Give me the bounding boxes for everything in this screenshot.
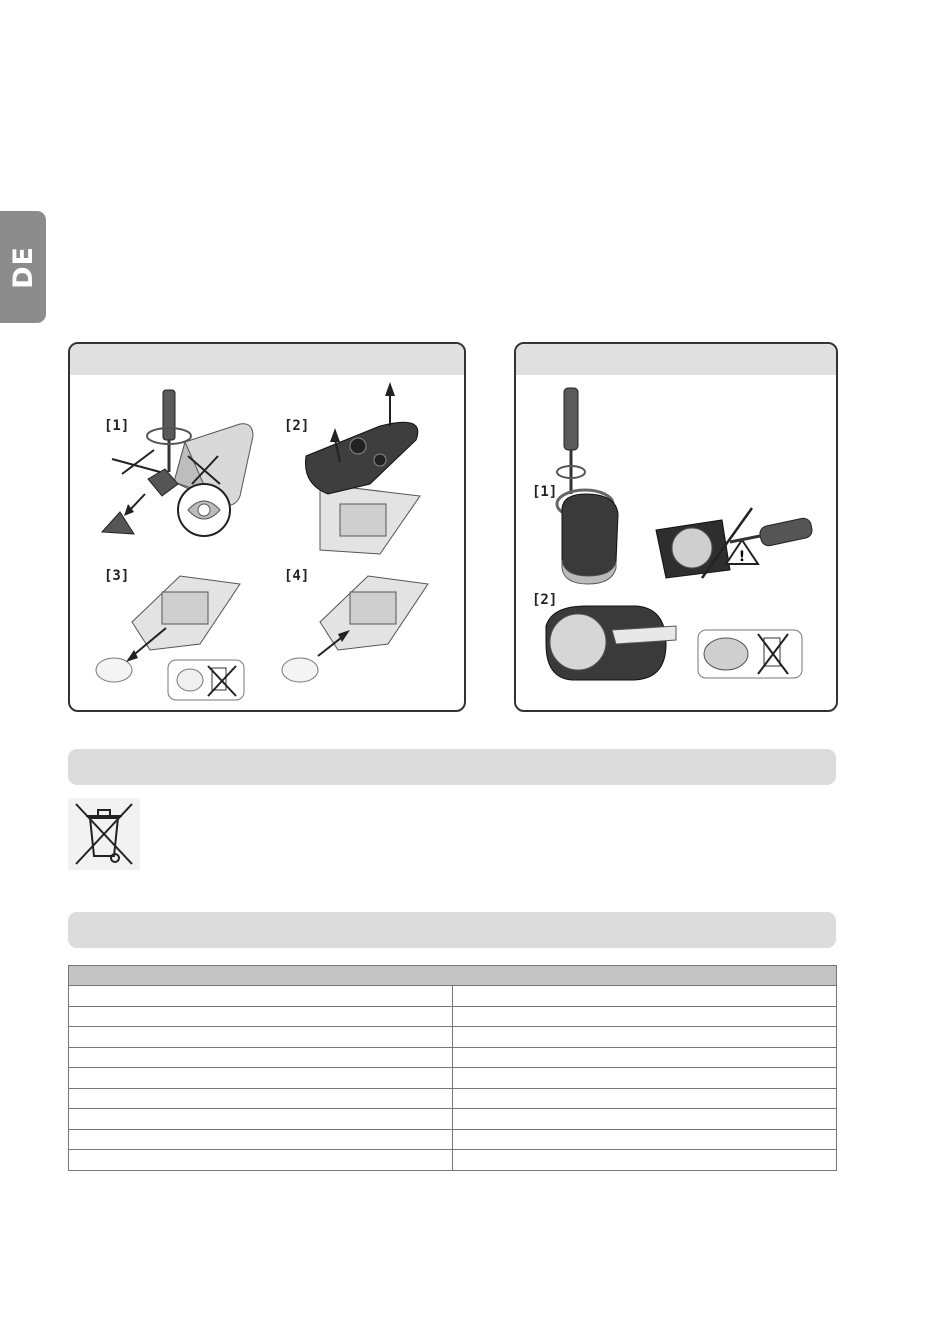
step4-illustration [282, 576, 428, 682]
keyfob-battery-illustration [516, 344, 836, 710]
table-cell-key [69, 1129, 453, 1150]
table-header [69, 966, 837, 986]
table-cell-value [453, 1088, 837, 1109]
step2-illustration [546, 606, 802, 680]
table-cell-key [69, 1150, 453, 1171]
disposal-section-heading [68, 749, 836, 785]
remote-battery-illustration [70, 344, 464, 710]
table-cell-value [453, 986, 837, 1007]
battery-warning-illustration [656, 508, 814, 578]
table-cell-key [69, 1109, 453, 1130]
table-cell-value [453, 1129, 837, 1150]
table-cell-value [453, 1150, 837, 1171]
spec-table [68, 965, 837, 1171]
table-row [69, 986, 837, 1007]
table-cell-value [453, 1006, 837, 1027]
step2-illustration [305, 382, 420, 554]
step-label-1: [1] [532, 484, 558, 500]
step-label-1: [1] [104, 418, 130, 434]
table-row [69, 1027, 837, 1048]
weee-crossed-bin-icon [68, 798, 140, 870]
table-row [69, 1109, 837, 1130]
table-cell-key [69, 1047, 453, 1068]
table-cell-value [453, 1068, 837, 1089]
table-row [69, 1150, 837, 1171]
language-tab-label: DE [7, 245, 39, 289]
battery-replacement-panel-keyfob [514, 342, 838, 712]
table-cell-key [69, 986, 453, 1007]
battery-replacement-panel-remote [68, 342, 466, 712]
svg-text:!: ! [738, 549, 746, 565]
disposal-text [150, 798, 830, 870]
table-cell-key [69, 1027, 453, 1048]
step3-illustration [96, 576, 244, 700]
table-cell-key [69, 1068, 453, 1089]
table-row [69, 1129, 837, 1150]
spec-section-heading [68, 912, 836, 948]
table-cell-key [69, 1006, 453, 1027]
table-row [69, 1088, 837, 1109]
table-cell-value [453, 1047, 837, 1068]
step1-illustration [102, 390, 253, 536]
step-label-2: [2] [284, 418, 310, 434]
step-label-3: [3] [104, 568, 130, 584]
table-cell-key [69, 1088, 453, 1109]
table-row [69, 1006, 837, 1027]
table-cell-value [453, 1027, 837, 1048]
table-cell-value [453, 1109, 837, 1130]
step1-illustration [557, 388, 618, 584]
step-label-2: [2] [532, 592, 558, 608]
table-row [69, 1047, 837, 1068]
language-tab [0, 211, 46, 323]
table-row [69, 1068, 837, 1089]
step-label-4: [4] [284, 568, 310, 584]
table-header-row [69, 966, 837, 986]
